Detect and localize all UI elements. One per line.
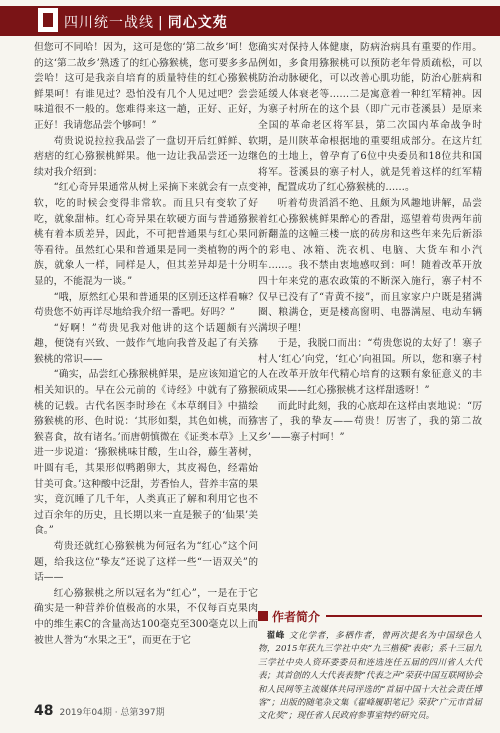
paragraph: “红心奇异果通常从树上采摘下来就会有一点变软，吃的时候会变得非常软。而且只有变软了好吃，就象甜柿。红心奇异果在软硬方面与普通猕猴桃有着本质差异，因此，不可把普通果与红心果同等看待。虽然红心果和普通果是同一类植物的两个族，就象人一样，同样是人，但其差异却是十分明显的，不能混为一谈。” [34, 182, 258, 287]
paragraph: 但您可不同哈！因为，这可是您的‘第二故乡’呵！您的这‘第二故乡’熟透了的红心猕猴桃，您可要多多品尝哈！这可是我亲自培育的质量特佳的红心猕猴桃鲜果呵！有谁见过？恐怕没有几个人见过吧？尝尝味道很不一般的。您难得来这一趟，正好、正好，正好！我请您品尝个够呵！” [34, 42, 258, 131]
paragraph: 听着苟贵滔滔不绝、且颇为风趣地讲解，品尝着红心猕猴桃鲜果醉心的香甜，巡望着苟贵两年前新翻盖的这幢三楼一底的砖房和这些年来先后新添的彩电、冰箱、洗衣机、电脑、大货车和小汽车……。我不禁由衷地感叹到：呵！随着改革开放四十年来党的惠农政策的不断深入施行，寨子村不仅早已没有了“青黄不接”，而且家家户户既是猪满圈、粮满仓，更是楼高窗明、电器满屋、电动车辆满坝子哩！ [258, 197, 482, 334]
page-footer [34, 703, 165, 719]
page-number: 48 [34, 703, 54, 719]
paragraph: 而此时此刻，我的心底却在这样由衷地说：“厉害了，我的挚友——苟贵！厉害了，我的第二故乡’——寨子村呵！” [258, 400, 482, 443]
paragraph: 确实对保持人体健康，防病治病具有重要的作用。例如，多食用猕猴桃可以预防老年骨质疏松，可以防治动脉硬化，可以改善心肌功能，防治心脏病和延缓人体衰老等……二是寓意着一种红军精神。因为寨子村所在的这个县（即广元市苍溪县）是原来全国的革命老区将军县，第二次国内革命战争时期，是川陕革命根据地的重要组成部分。在这片红色的土地上，曾孕育了6位中央委员和18位共和国将军。苍溪县的寨子村人，就是凭着这样的红军精神，配置成功了红心猕猴桃的……。 [258, 42, 482, 194]
page-header [0, 0, 500, 44]
header-separator: | [158, 15, 164, 31]
heading-rule [326, 615, 482, 617]
paragraph: 于是，我脱口而出：“苟贵您说的太好了！寨子村人‘红心’向党，‘红心’向祖国。所以，您和寨子村人在改革开放年代精心培育的这颗有象征意义的丰硕成果——红心猕猴桃才这样甜透呀！” [258, 338, 482, 397]
paragraph: 苟贵说说拉拉我品尝了一盘切开后红鲜鲜、软痞痞的红心猕猴桃鲜果。他一边让我品尝还一边继续对我介绍到： [34, 135, 258, 178]
article-column-left [34, 40, 258, 648]
magazine-logo-icon [38, 8, 58, 32]
header-title [64, 12, 228, 32]
author-section-heading [258, 606, 482, 626]
article-column-right [258, 40, 482, 445]
square-bullet-icon [258, 611, 268, 621]
author-bio-text: 文化学者，多栖作者，曾两次提名为中国绿色人物，2015年获九三学社中央“九三楷模”表彰；系十三届九三学社中央人资环委委员和连选连任五届的四川省人大代表；其首创的人大代表表赞“代表之声”荣获中国互联网协会和人民网等主流媒体共同评选的“首届中国十大社会责任博客”；出版的随笔杂文集《翟峰履职笔记》荣获“广元市首届文化奖”；现任省人民政府参事室特约研究员。 [258, 631, 482, 722]
paragraph: “哦，原然红心果和普通果的区别还这样看嘛？苟贵您不妨再详尽地给我介绍一番吧。好吗？” [34, 291, 258, 319]
author-section-label: 作者简介 [272, 609, 321, 624]
paragraph: 苟贵还就红心猕猴桃为何冠名为“红心”这个问题，给我这位“挚友”还说了这样一些“一语双关”的话—— [34, 541, 258, 584]
paragraph: “好啊！”苟贵见我对他讲的这个话题颇有兴趣，便饶有兴致、一鼓作气地向我普及起了有关猕猴桃的常识—— [34, 322, 258, 365]
section-name: 四川统一战线 [64, 15, 154, 31]
paragraph: 红心猕猴桃之所以冠名为“红心”，一是在于它确实是一种营养价值极高的水果，不仅每百克果肉中的维生素C的含量高达100毫克至300毫克以上而被世人誉为“水果之王”，而更在于它 [34, 587, 258, 646]
issue-info: 2019年04期 · 总第397期 [59, 708, 165, 718]
paragraph: “确实，品尝红心猕猴桃鲜果，是应该知道它的相关知识的。早在公元前的《诗经》中就有了猕猴桃的记载。古代名医李时珍在《本草纲目》中描绘猕猴桃的形、色时说：‘其形如梨，其色如桃，而猕猴喜食，故有诸名。’而唐朝慎微在《证类本草》上又进一步说道：‘猕猴桃味甘酸，生山谷，藤生著树，叶圆有毛，其果形似鸭鹅卵大，其皮褐色，经霜始甘美可食。’这种酸中泛甜，芳香怡人，营养丰富的果实，竟沉睡了几千年，人类真正了解和利用它也不过百余年的历史，且长期以来一直是猴子的‘仙果’美食。” [34, 369, 258, 537]
column-name: 同心文苑 [167, 15, 228, 31]
author-name: 翟峰 [266, 631, 286, 641]
author-bio [258, 630, 482, 724]
